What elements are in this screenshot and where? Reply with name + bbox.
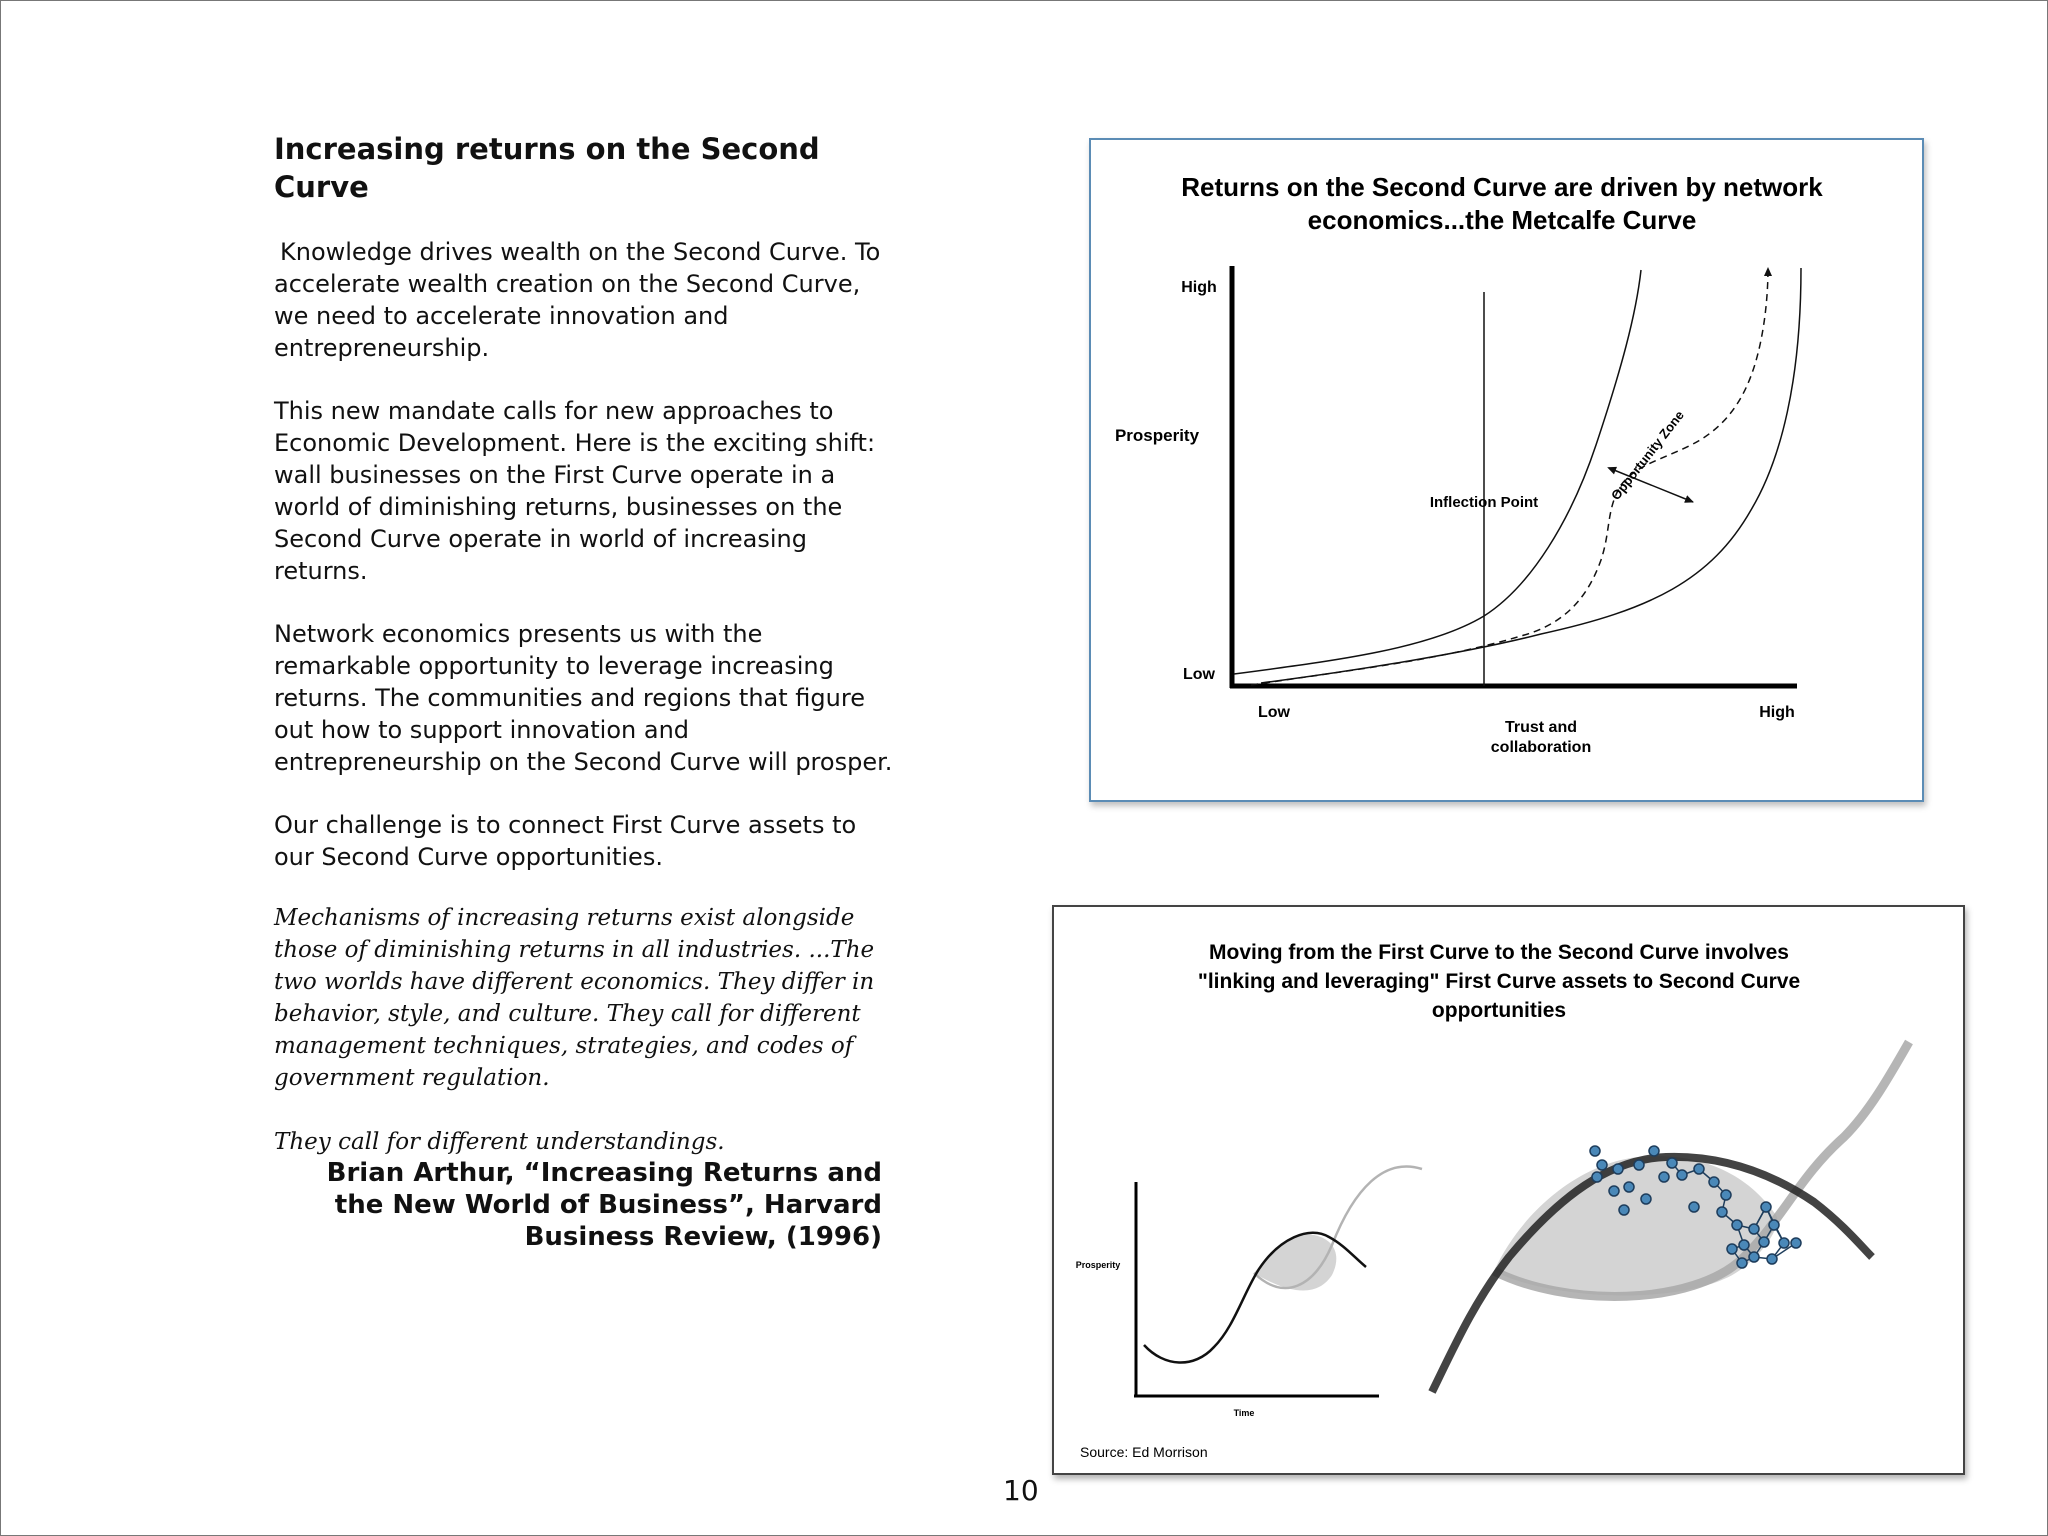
- y-axis-high-label: High: [1181, 279, 1217, 296]
- metcalfe-figure: [1089, 138, 1924, 802]
- paragraph-4: Our challenge is to connect First Curve assets to our Second Curve opportunities.: [274, 811, 857, 871]
- opportunity-zone-label: Opportunity Zone: [1607, 407, 1687, 503]
- figure1-title-line2: economics...the Metcalfe Curve: [1307, 205, 1697, 235]
- x-axis-high-label: High: [1759, 704, 1795, 721]
- quote-paragraph-2: They call for different understandings.: [274, 1129, 725, 1155]
- figure2-title-line3: opportunities: [1431, 999, 1567, 1022]
- y-axis-low-label: Low: [1183, 666, 1215, 683]
- y-axis-label: Prosperity: [1114, 426, 1200, 445]
- source-text: Source: Ed Morrison: [1080, 1444, 1208, 1460]
- first-curve: [1234, 270, 1641, 674]
- quote-citation: Brian Arthur, “Increasing Returns and the New World of Business”, Harvard Business Review, (1996): [326, 1158, 882, 1252]
- inflection-point-label: Inflection Point: [1429, 494, 1539, 511]
- x-axis-low-label: Low: [1258, 704, 1290, 721]
- linking-leveraging-figure: [1052, 905, 1965, 1475]
- linking-figure-svg: [1054, 907, 1963, 1473]
- quote-block: [274, 902, 894, 1190]
- opportunity-curve: [1251, 268, 1768, 685]
- left-column: [274, 130, 894, 904]
- large-chart: [1432, 1042, 1909, 1392]
- small-time-label: Time: [1233, 1408, 1255, 1418]
- small-prosperity-label: Prosperity: [1075, 1260, 1121, 1270]
- figure2-title-line1: Moving from the First Curve to the Second Curve involves: [1209, 941, 1789, 964]
- x-axis-label-line1: Trust and: [1504, 719, 1578, 736]
- figure1-title-line1: Returns on the Second Curve are driven by network: [1181, 172, 1823, 202]
- figure2-title-line2: "linking and leveraging" First Curve assets to Second Curve: [1197, 970, 1801, 993]
- paragraph-2: This new mandate calls for new approaches to Economic Development. Here is the exciting shift: wall businesses on the First Curve operate in a world of diminishing returns, businesses on the Second Curve operate in world of increasing returns.: [274, 397, 876, 585]
- paragraph-3: Network economics presents us with the remarkable opportunity to leverage increasing returns. The communities and regions that figure out how to support innovation and entrepreneurship on the Second Curve will prosper.: [274, 620, 893, 776]
- metcalfe-figure-svg: [1091, 140, 1922, 800]
- quote-paragraph-1: Mechanisms of increasing returns exist alongside those of diminishing returns in all industries. ...The two worlds have different economics. They differ in behavior, style, and culture. They call for different management techniques, strategies, and codes of government regulation.: [274, 905, 875, 1091]
- small-chart: [1076, 1166, 1422, 1418]
- x-axis-label-line2: collaboration: [1490, 739, 1592, 756]
- page-number: 10: [1003, 1474, 1039, 1507]
- section-heading: Increasing returns on the Second Curve: [274, 132, 820, 204]
- paragraph-1: Knowledge drives wealth on the Second Curve. To accelerate wealth creation on the Second Curve, we need to accelerate innovation and entrepreneurship.: [274, 238, 881, 362]
- second-curve: [1261, 268, 1801, 683]
